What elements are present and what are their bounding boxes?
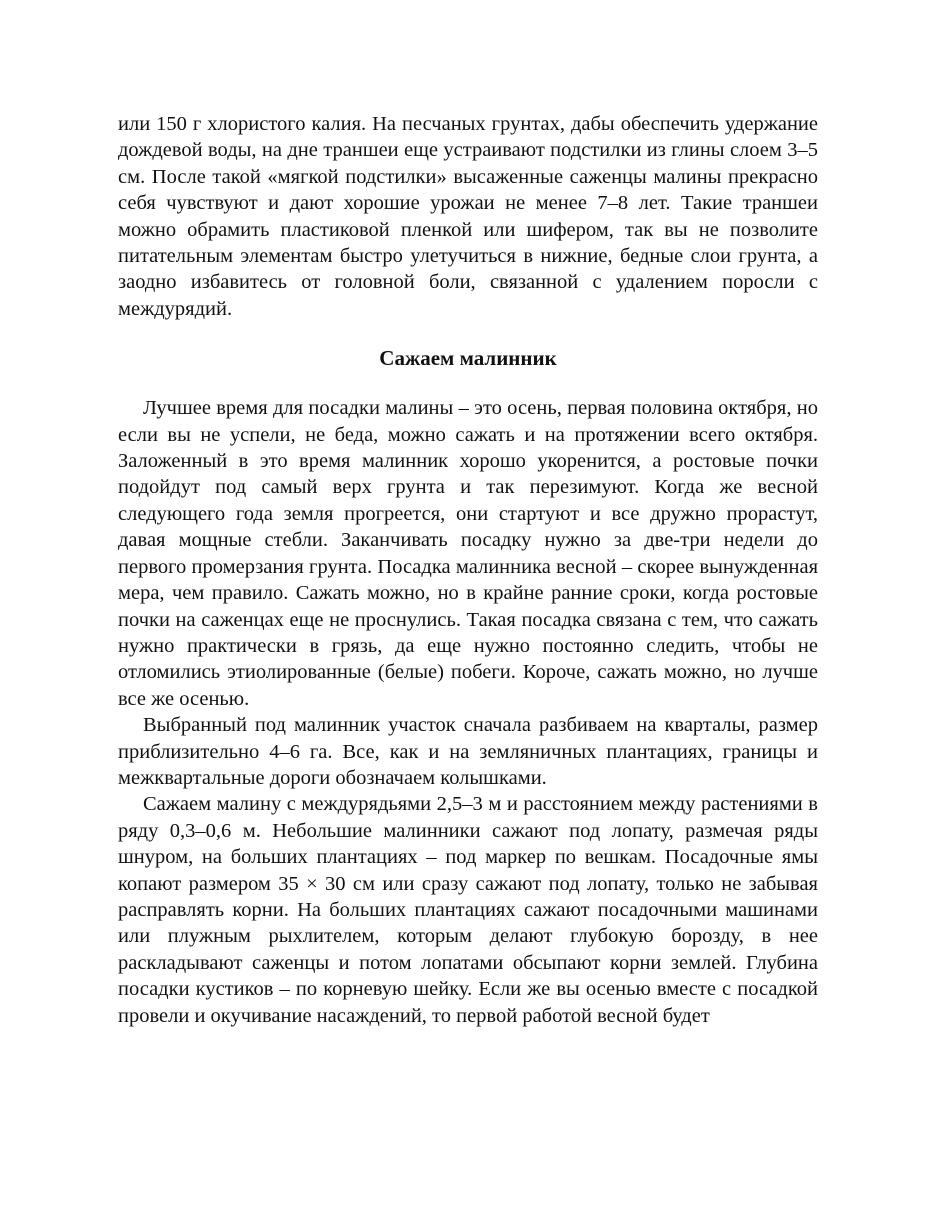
intro-paragraph: или 150 г хлористого калия. На песчаных грунтах, дабы обеспечить удержание дождевой воды, на дне траншеи еще устраивают подстилки из глины слоем 3–5 см. После такой «мягкой подстилки» высаженные саженцы малины прекрасно себя чувствуют и дают хорошие урожаи не менее 7–8 лет. Такие траншеи можно обрамить пластиковой пленкой или шифером, так вы не позволите питательным элементам быстро улетучиться в нижние, бедные слои грунта, а заодно избавитесь от головной боли, связанной с удалением поросли с междурядий. — [118, 113, 818, 320]
document-page — [118, 111, 818, 1029]
paragraph-planting-method: Сажаем малину с междурядьями 2,5–3 м и расстоянием между растениями в ряду 0,3–0,6 м. Небольшие малинники сажают под лопату, размечая ряды шнуром, на больших плантациях – под маркер по вешкам. Посадочные ямы копают размером 35 × 30 см или сразу сажают под лопату, только не забывая расправлять корни. На больших плантациях сажают посадочными машинами или плужным рыхлителем, которым делают глубокую борозду, в нее раскладывают саженцы и потом лопатами обсыпают корни землей. Глубина посадки кустиков – по корневую шейку. Если же вы осенью вместе с посадкой провели и окучивание насаждений, то первой работой весной будет — [118, 793, 818, 1027]
paragraph-plot-layout: Выбранный под малинник участок сначала разбиваем на кварталы, размер приблизительно 4–6 га. Все, как и на земляничных плантациях, границы и межквартальные дороги обозначаем колышками. — [118, 714, 818, 789]
section-heading: Сажаем малинник — [379, 346, 557, 371]
paragraph-planting-time: Лучшее время для посадки малины – это осень, первая половина октября, но если вы не успели, не беда, можно сажать и на протяжении всего октября. Заложенный в это время малинник хорошо укоренится, а ростовые почки подойдут под самый верх грунта и так перезимуют. Когда же весной следующего года земля прогреется, они стартуют и все дружно прорастут, давая мощные стебли. Заканчивать посадку нужно за две-три недели до первого промерзания грунта. Посадка малинника весной – скорее вынужденная мера, чем правило. Сажать можно, но в крайне ранние сроки, когда ростовые почки на саженцах еще не проснулись. Такая посадка связана с тем, что сажать нужно практически в грязь, да еще нужно постоянно следить, чтобы не отломились этиолированные (белые) побеги. Короче, сажать можно, но лучше все же осенью. — [118, 397, 818, 710]
